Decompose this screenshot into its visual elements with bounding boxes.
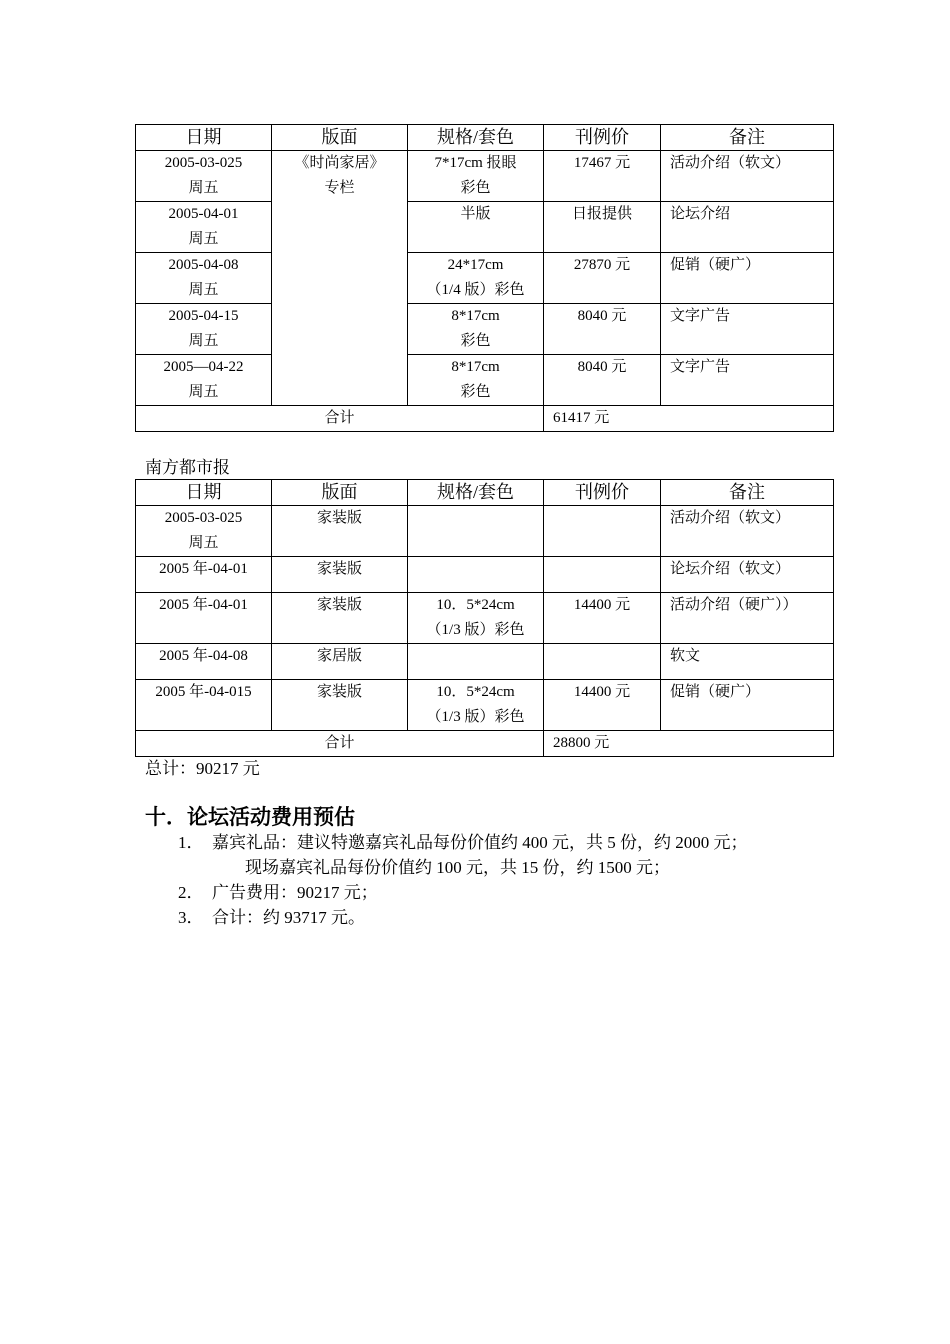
list-item-text: 合计：约 93717 元。 <box>212 908 365 927</box>
row-price: 日报提供 <box>544 202 661 253</box>
table-header-row <box>136 480 834 506</box>
row-spec: 8*17cm 彩色 <box>408 355 544 406</box>
row-spec <box>408 557 544 593</box>
row-date: 2005-04-15 周五 <box>136 304 272 355</box>
row-section: 家装版 <box>272 506 408 557</box>
row-note: 论坛介绍（软文） <box>661 557 834 593</box>
total-value: 28800 元 <box>544 731 834 757</box>
ad-schedule-table-1 <box>135 124 834 432</box>
row-date: 2005—04-22 周五 <box>136 355 272 406</box>
table-row <box>136 506 834 557</box>
table-row <box>136 557 834 593</box>
table-row <box>136 202 834 253</box>
table-2-title: 南方都市报 <box>145 458 230 477</box>
total-label: 合计 <box>136 731 544 757</box>
list-item <box>245 855 670 880</box>
row-note: 文字广告 <box>661 304 834 355</box>
row-date: 2005 年-04-01 <box>136 557 272 593</box>
list-item <box>178 830 748 855</box>
row-note: 文字广告 <box>661 355 834 406</box>
row-note: 促销（硬广） <box>661 680 834 731</box>
table-row <box>136 304 834 355</box>
row-section: 家装版 <box>272 680 408 731</box>
total-value: 61417 元 <box>544 406 834 432</box>
header-date: 日期 <box>136 125 272 151</box>
header-spec: 规格/套色 <box>408 480 544 506</box>
row-date: 2005-04-08 周五 <box>136 253 272 304</box>
total-label: 合计 <box>136 406 544 432</box>
list-item-text: 嘉宾礼品：建议特邀嘉宾礼品每份价值约 400 元，共 5 份，约 2000 元； <box>212 833 748 852</box>
row-price: 8040 元 <box>544 304 661 355</box>
row-spec: 半版 <box>408 202 544 253</box>
list-item-text: 现场嘉宾礼品每份价值约 100 元，共 15 份，约 1500 元； <box>245 858 670 877</box>
table-row <box>136 355 834 406</box>
row-date: 2005 年-04-015 <box>136 680 272 731</box>
row-price: 17467 元 <box>544 151 661 202</box>
header-section: 版面 <box>272 125 408 151</box>
row-spec: 10．5*24cm （1/3 版）彩色 <box>408 593 544 644</box>
row-spec <box>408 506 544 557</box>
header-price: 刊例价 <box>544 480 661 506</box>
row-note: 活动介绍（硬广）） <box>661 593 834 644</box>
row-date: 2005-03-025 周五 <box>136 151 272 202</box>
grand-total: 总计：90217 元 <box>145 759 260 778</box>
list-item <box>178 905 365 930</box>
row-note: 促销（硬广） <box>661 253 834 304</box>
header-price: 刊例价 <box>544 125 661 151</box>
row-section: 《时尚家居》 专栏 <box>272 151 408 406</box>
list-item <box>178 880 378 905</box>
table-row <box>136 644 834 680</box>
row-price: 8040 元 <box>544 355 661 406</box>
row-price: 27870 元 <box>544 253 661 304</box>
row-note: 活动介绍（软文） <box>661 151 834 202</box>
header-spec: 规格/套色 <box>408 125 544 151</box>
row-section: 家装版 <box>272 557 408 593</box>
row-spec: 10．5*24cm （1/3 版）彩色 <box>408 680 544 731</box>
row-date: 2005 年-04-08 <box>136 644 272 680</box>
table-row <box>136 680 834 731</box>
header-date: 日期 <box>136 480 272 506</box>
header-note: 备注 <box>661 480 834 506</box>
row-spec: 7*17cm 报眼 彩色 <box>408 151 544 202</box>
table-row <box>136 253 834 304</box>
row-price <box>544 557 661 593</box>
row-note: 软文 <box>661 644 834 680</box>
table-row <box>136 593 834 644</box>
row-spec <box>408 644 544 680</box>
row-price: 14400 元 <box>544 593 661 644</box>
list-item-number: 3． <box>178 908 204 927</box>
row-date: 2005-03-025 周五 <box>136 506 272 557</box>
table-row <box>136 151 834 202</box>
ad-schedule-table-2 <box>135 479 834 757</box>
header-note: 备注 <box>661 125 834 151</box>
row-price: 14400 元 <box>544 680 661 731</box>
row-spec: 24*17cm （1/4 版）彩色 <box>408 253 544 304</box>
row-section: 家居版 <box>272 644 408 680</box>
table-header-row <box>136 125 834 151</box>
row-date: 2005 年-04-01 <box>136 593 272 644</box>
list-item-text: 广告费用：90217 元； <box>212 883 378 902</box>
row-spec: 8*17cm 彩色 <box>408 304 544 355</box>
row-price <box>544 644 661 680</box>
list-item-number: 1． <box>178 833 204 852</box>
total-row <box>136 406 834 432</box>
list-item-number: 2． <box>178 883 204 902</box>
header-section: 版面 <box>272 480 408 506</box>
section-heading: 十．论坛活动费用预估 <box>145 805 355 829</box>
row-note: 活动介绍（软文） <box>661 506 834 557</box>
total-row <box>136 731 834 757</box>
row-price <box>544 506 661 557</box>
row-date: 2005-04-01 周五 <box>136 202 272 253</box>
row-note: 论坛介绍 <box>661 202 834 253</box>
row-section: 家装版 <box>272 593 408 644</box>
